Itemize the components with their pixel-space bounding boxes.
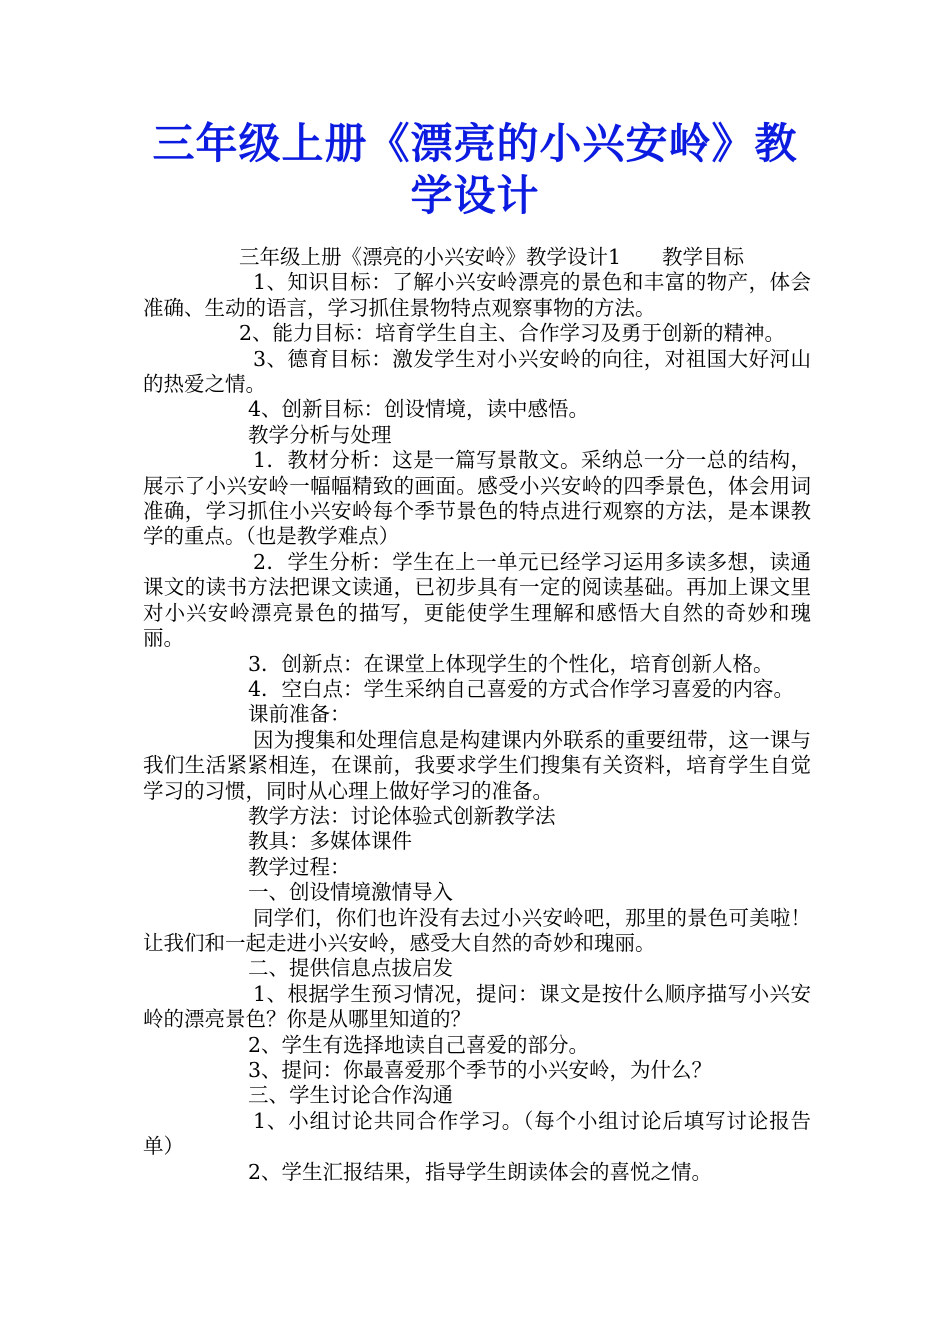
paragraph-knowledge-goal: 1、知识目标：了解小兴安岭漂亮的景色和丰富的物产，体会准确、生动的语言，学习抓住景物特点观察事物的方法。 <box>143 270 811 320</box>
document-body <box>143 245 811 1185</box>
paragraph-innovation-point: 3．创新点：在课堂上体现学生的个性化，培育创新人格。 <box>248 651 774 676</box>
paragraph-reading: 2、学生有选择地读自己喜爱的部分。 <box>248 1032 590 1057</box>
paragraph-teaching-aids: 教具：多媒体课件 <box>248 829 412 854</box>
paragraph-blank-point: 4．空白点：学生采纳自己喜爱的方式合作学习喜爱的内容。 <box>248 676 795 701</box>
paragraph-teaching-method: 教学方法：讨论体验式创新教学法 <box>248 803 556 828</box>
paragraph-student-analysis: 2．学生分析：学生在上一单元已经学习运用多读多想，读通课文的读书方法把课文读通，已初步具有一定的阅读基础。再加上课文里对小兴安岭漂亮景色的描写，更能使学生理解和感悟大自然的奇妙和瑰丽。 <box>143 549 811 651</box>
paragraph-heading-process: 教学过程： <box>248 854 351 879</box>
paragraph-ability-goal: 2、能力目标：培育学生自主、合作学习及勇于创新的精神。 <box>239 321 786 346</box>
paragraph-section-two: 二、提供信息点拔启发 <box>248 956 453 981</box>
paragraph-introduction: 同学们，你们也许没有去过小兴安岭吧，那里的景色可美啦！让我们和一起走进小兴安岭，感受大自然的奇妙和瑰丽。 <box>143 905 811 955</box>
paragraph-preparation: 因为搜集和处理信息是构建课内外联系的重要纽带，这一课与我们生活紧紧相连，在课前，我要求学生们搜集有关资料，培育学生自觉学习的习惯，同时从心理上做好学习的准备。 <box>143 727 811 803</box>
paragraph-subtitle: 三年级上册《漂亮的小兴安岭》教学设计1 教学目标 <box>239 245 745 269</box>
paragraph-heading-analysis: 教学分析与处理 <box>248 422 392 447</box>
paragraph-moral-goal: 3、德育目标：激发学生对小兴安岭的向往，对祖国大好河山的热爱之情。 <box>143 346 811 397</box>
paragraph-innovation-goal: 4、创新目标：创设情境，读中感悟。 <box>248 397 590 422</box>
paragraph-group-discussion: 1、小组讨论共同合作学习。（每个小组讨论后填写讨论报告单） <box>143 1108 811 1159</box>
paragraph-report: 2、学生汇报结果，指导学生朗读体会的喜悦之情。 <box>248 1159 713 1184</box>
document-title: 三年级上册《漂亮的小兴安岭》教学设计 <box>152 119 798 220</box>
paragraph-section-one: 一、创设情境激情导入 <box>248 880 453 905</box>
paragraph-question-one: 1、根据学生预习情况，提问：课文是按什么顺序描写小兴安岭的漂亮景色？你是从哪里知道的？ <box>143 981 811 1032</box>
paragraph-section-three: 三、学生讨论合作沟通 <box>248 1083 453 1108</box>
paragraph-material-analysis: 1．教材分析：这是一篇写景散文。采纳总一分一总的结构，展示了小兴安岭一幅幅精致的画面。感受小兴安岭的四季景色，体会用词准确，学习抓住小兴安岭每个季节景色的特点进行观察的方法，是本课教学的重点。（也是教学难点） <box>143 448 811 549</box>
paragraph-heading-preparation: 课前准备： <box>248 702 351 727</box>
paragraph-question-three: 3、提问：你最喜爱那个季节的小兴安岭，为什么？ <box>248 1058 713 1082</box>
